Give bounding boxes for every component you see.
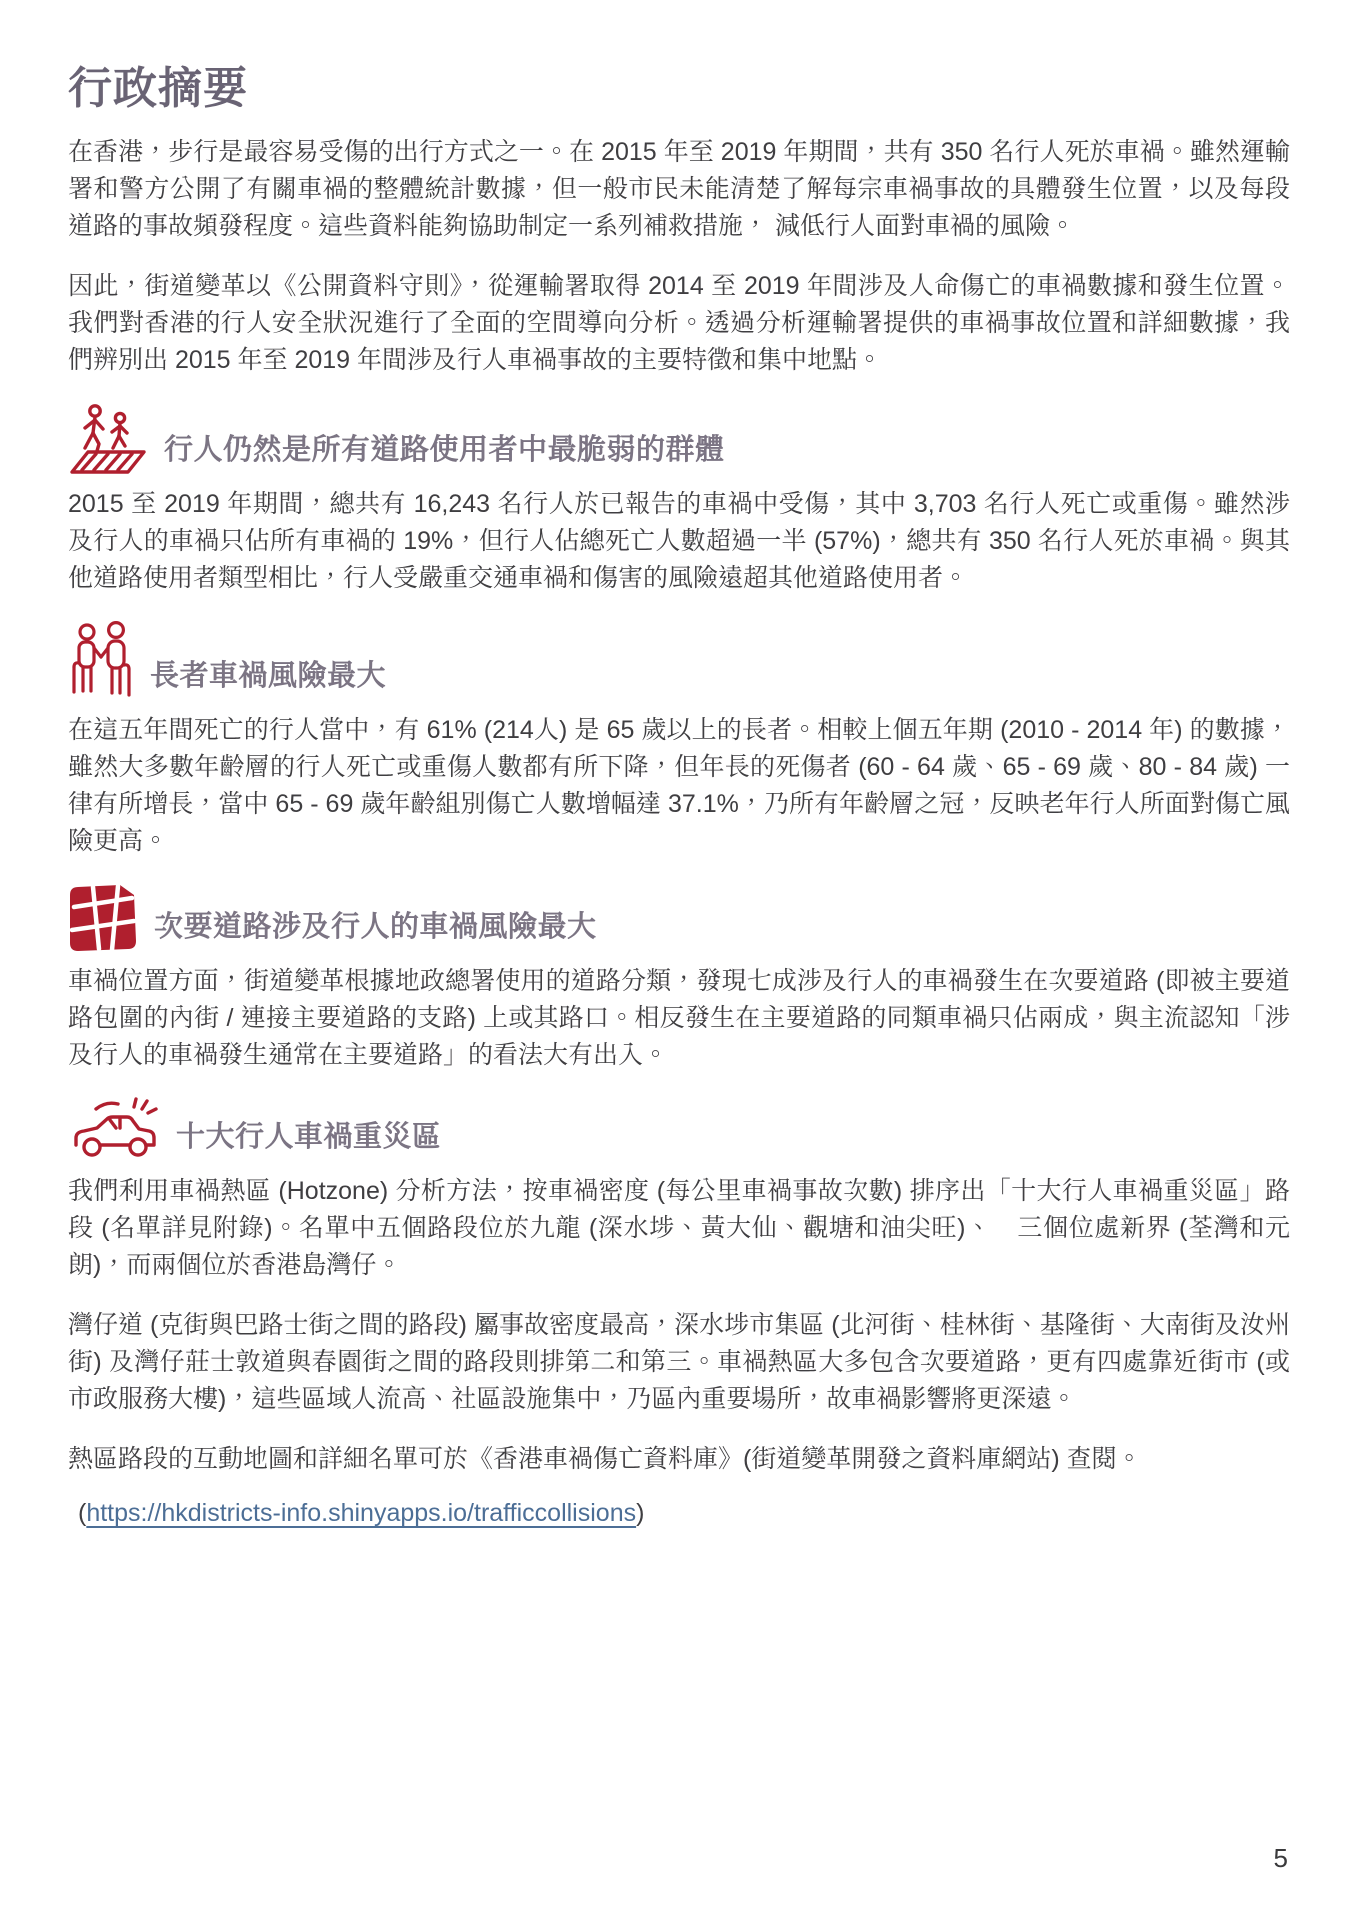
- page-title: 行政摘要: [68, 64, 248, 113]
- elderly-couple-icon: [68, 620, 134, 702]
- section-4-header: [68, 1097, 1290, 1163]
- footer-closing-paragraph: 熱區路段的互動地圖和詳細名單可於《香港車禍傷亡資料庫》(街道變革開發之資料庫網站) 查閱。: [68, 1445, 1142, 1473]
- section-3-heading: 次要道路涉及行人的車禍風險最大: [154, 911, 597, 943]
- section-1-heading: 行人仍然是所有道路使用者中最脆弱的群體: [164, 434, 725, 466]
- car-crash-icon: [68, 1097, 160, 1163]
- section-3-paragraph: 車禍位置方面，街道變革根據地政總署使用的道路分類，發現七成涉及行人的車禍發生在次要道路 (即被主要道路包圍的內街 / 連接主要道路的支路) 上或其路口。相反發生在主要道路的同類車禍只佔兩成，與主流認知「涉及行人的車禍發生通常在主要道路」的看法大有出入。: [68, 967, 1290, 1069]
- section-1-paragraph: 2015 至 2019 年期間，總共有 16,243 名行人於已報告的車禍中受傷，其中 3,703 名行人死亡或重傷。雖然涉及行人的車禍只佔所有車禍的 19%，但行人佔總死亡人數超過一半 (57%)，總共有 350 名行人死於車禍。與其他道路使用者類型相比，行人受嚴重交通車禍和傷害的風險遠超其他道路使用者。: [68, 490, 1290, 592]
- database-link[interactable]: https://hkdistricts-info.shinyapps.io/trafficcollisions: [86, 1499, 637, 1527]
- section-2-paragraph: 在這五年間死亡的行人當中，有 61% (214人) 是 65 歲以上的長者。相較上個五年期 (2010 - 2014 年) 的數據，雖然大多數年齡層的行人死亡或重傷人數都有所下降，但年長的死傷者 (60 - 64 歲、65 - 69 歲、80 - 84 歲) 一律有所增長，當中 65 - 69 歲年齡組別傷亡人數增幅達 37.1%，乃所有年齡層之冠，反映老年行人所面對傷亡風險更高。: [68, 716, 1290, 855]
- section-2-heading: 長者車禍風險最大: [150, 660, 387, 692]
- pedestrian-crossing-icon: [68, 402, 148, 476]
- link-open-paren: (: [78, 1499, 87, 1527]
- section-4-heading: 十大行人車禍重災區: [176, 1121, 442, 1153]
- intro-paragraph-2: 因此，街道變革以《公開資料守則》，從運輸署取得 2014 至 2019 年間涉及人命傷亡的車禍數據和發生位置。我們對香港的行人安全狀況進行了全面的空間導向分析。透過分析運輸署提供的車禍事故位置和詳細數據，我們辨別出 2015 年至 2019 年間涉及行人車禍事故的主要特徵和集中地點。: [68, 272, 1290, 374]
- section-3-header: [68, 883, 1290, 953]
- intro-paragraph-1: 在香港，步行是最容易受傷的出行方式之一。在 2015 年至 2019 年期間，共有 350 名行人死於車禍。雖然運輸署和警方公開了有關車禍的整體統計數據，但一般市民未能清楚了解每宗車禍事故的具體發生位置，以及每段道路的事故頻發程度。這些資料能夠協助制定一系列補救措施， 減低行人面對車禍的風險。: [68, 138, 1290, 240]
- section-4-paragraph-1: 我們利用車禍熱區 (Hotzone) 分析方法，按車禍密度 (每公里車禍事故次數) 排序出「十大行人車禍重災區」路段 (名單詳見附錄)。名單中五個路段位於九龍 (深水埗、黃大仙、觀塘和油尖旺)、 三個位處新界 (荃灣和元朗)，而兩個位於香港島灣仔。: [68, 1177, 1290, 1279]
- database-link-line: [68, 1495, 1290, 1532]
- section-4-paragraph-2: 灣仔道 (克街與巴路士街之間的路段) 屬事故密度最高，深水埗市集區 (北河街、桂林街、基隆街、大南街及汝州街) 及灣仔莊士敦道與春園街之間的路段則排第二和第三。車禍熱區大多包含次要道路，更有四處靠近街市 (或市政服務大樓)，這些區域人流高、社區設施集中，乃區內重要場所，故車禍影響將更深遠。: [68, 1311, 1290, 1413]
- page-number: 5: [1273, 1843, 1288, 1873]
- section-2-header: [68, 620, 1290, 702]
- section-1-header: [68, 402, 1290, 476]
- link-close-paren: ): [636, 1499, 645, 1527]
- street-map-icon: [68, 883, 138, 953]
